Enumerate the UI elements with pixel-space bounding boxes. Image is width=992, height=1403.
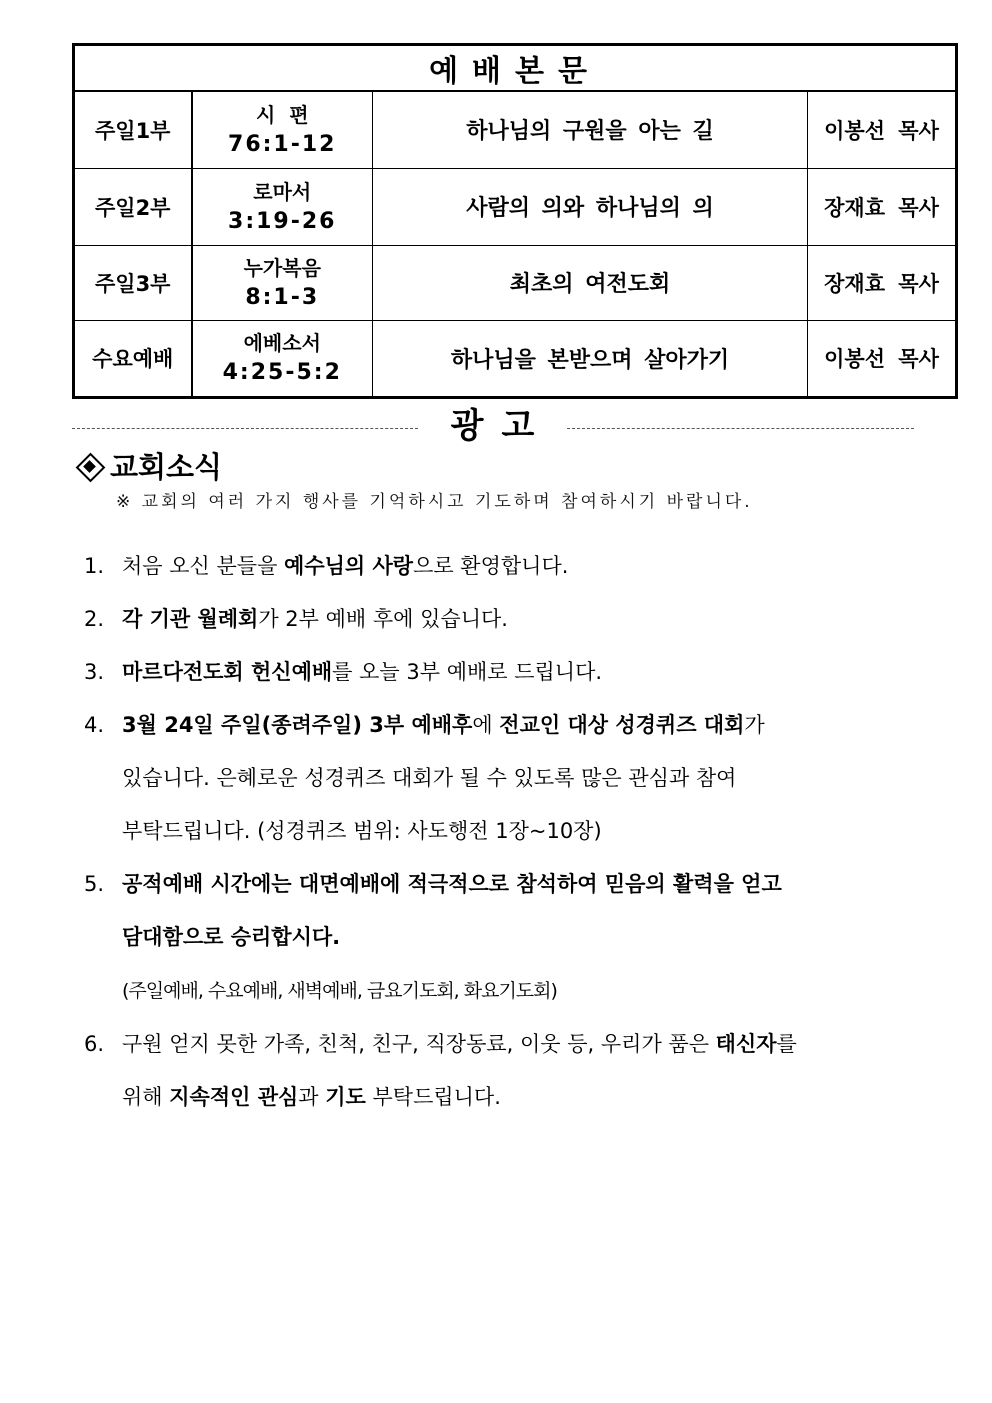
church-news-label: 교회소식 [110,450,223,484]
pastor-name: 이봉선 목사 [808,91,957,168]
announcement-header [72,398,914,446]
scripture-verse: 8:1-3 [245,284,320,310]
pastor-name: 이봉선 목사 [808,320,957,397]
emphasized-text: 공적예배 시간에는 대면예배에 적극적으로 참석하여 믿음의 활력을 얻고 [122,872,782,896]
scripture-book: 누가복음 [243,255,321,280]
emphasized-text: 3월 24일 주일(종려주일) 3부 예배후 [122,713,473,737]
announcement-item [84,593,864,646]
item-text: 처음 오신 분들을 [122,554,285,578]
announcement-item [84,646,864,699]
news-note: ※ 교회의 여러 가지 행사를 기억하시고 기도하며 참여하시기 바랍니다. [116,492,753,512]
item-number: 3. [84,660,105,684]
scripture-verse: 4:25-5:2 [222,360,342,385]
service-part: 주일2부 [74,168,192,245]
item-text: 부탁드립니다. [365,1085,501,1109]
sermon-title: 하나님의 구원을 아는 길 [373,91,808,168]
schedule-row [74,91,957,168]
schedule-row [74,168,957,245]
item-text: 가 [744,713,765,737]
item-text: 가 2부 예배 후에 있습니다. [258,607,508,631]
announcement-item [84,699,864,858]
sermon-title: 사람의 의와 하나님의 의 [373,168,808,245]
emphasized-text: 기도 [325,1085,366,1109]
scripture-ref [192,91,373,168]
item-line [122,646,864,699]
sermon-title: 하나님을 본받으며 살아가기 [373,320,808,397]
scripture-book: 시 편 [255,102,309,127]
church-news-heading [76,445,222,486]
item-line [122,752,864,805]
pastor-name: 장재효 목사 [808,168,957,245]
emphasized-text: 각 기관 월례회 [122,607,259,631]
emphasized-text: 마르다전도회 헌신예배 [122,660,333,684]
item-line [122,1071,864,1124]
emphasized-text: 예수님의 사랑 [284,554,414,578]
item-number: 5. [84,872,105,896]
announcement-title: 광고 [450,406,553,446]
pastor-name: 장재효 목사 [808,245,957,320]
item-text: 부탁드립니다. (성경퀴즈 범위: 사도행전 1장~10장) [122,819,602,843]
emphasized-text: 담대함으로 승리합시다. [122,925,341,949]
schedule-row [74,320,957,397]
item-line [122,858,864,911]
item-text: 를 [776,1032,797,1056]
dashed-divider [567,428,914,429]
item-text: (주일예배, 수요예배, 새벽예배, 금요기도회, 화요기도회) [122,980,557,1002]
emphasized-text: 태신자 [715,1032,777,1056]
item-line [122,1018,864,1071]
item-number: 4. [84,713,105,737]
diamond-bullet-icon [76,453,102,479]
item-line [122,699,864,752]
item-line [122,540,864,593]
item-text: 구원 얻지 못한 가족, 친척, 친구, 직장동료, 이웃 등, 우리가 품은 [122,1032,716,1056]
scripture-book: 에베소서 [243,331,321,355]
service-part: 주일1부 [74,91,192,168]
announcement-item [84,1018,864,1124]
item-text: 에 [472,713,500,737]
emphasized-text: 전교인 대상 성경퀴즈 대회 [499,713,745,737]
scripture-ref [192,168,373,245]
service-part: 수요예배 [74,320,192,397]
scripture-verse: 3:19-26 [228,208,337,234]
worship-schedule-table [72,43,958,399]
service-part: 주일3부 [74,245,192,320]
item-number: 1. [84,554,105,578]
scripture-book: 로마서 [253,179,312,204]
item-text: 과 [298,1085,326,1109]
scripture-ref [192,320,373,397]
item-text: 를 오늘 3부 예배로 드립니다. [332,660,603,684]
announcement-item [84,858,864,1018]
item-text: 있습니다. 은혜로운 성경퀴즈 대회가 될 수 있도록 많은 관심과 참여 [122,766,737,790]
emphasized-text: 지속적인 관심 [169,1085,299,1109]
dashed-divider [72,428,418,429]
item-line [122,805,864,858]
announcement-list [84,540,864,1124]
item-line [122,964,864,1018]
scripture-verse: 76:1-12 [228,131,337,157]
item-number: 2. [84,607,105,631]
item-text: 으로 환영합니다. [413,554,569,578]
item-text: 위해 [122,1085,170,1109]
sermon-title: 최초의 여전도회 [373,245,808,320]
item-line [122,911,864,964]
scripture-ref [192,245,373,320]
schedule-title: 예배본문 [74,45,957,92]
item-line [122,593,864,646]
item-number: 6. [84,1032,105,1056]
announcement-item [84,540,864,593]
schedule-row [74,245,957,320]
